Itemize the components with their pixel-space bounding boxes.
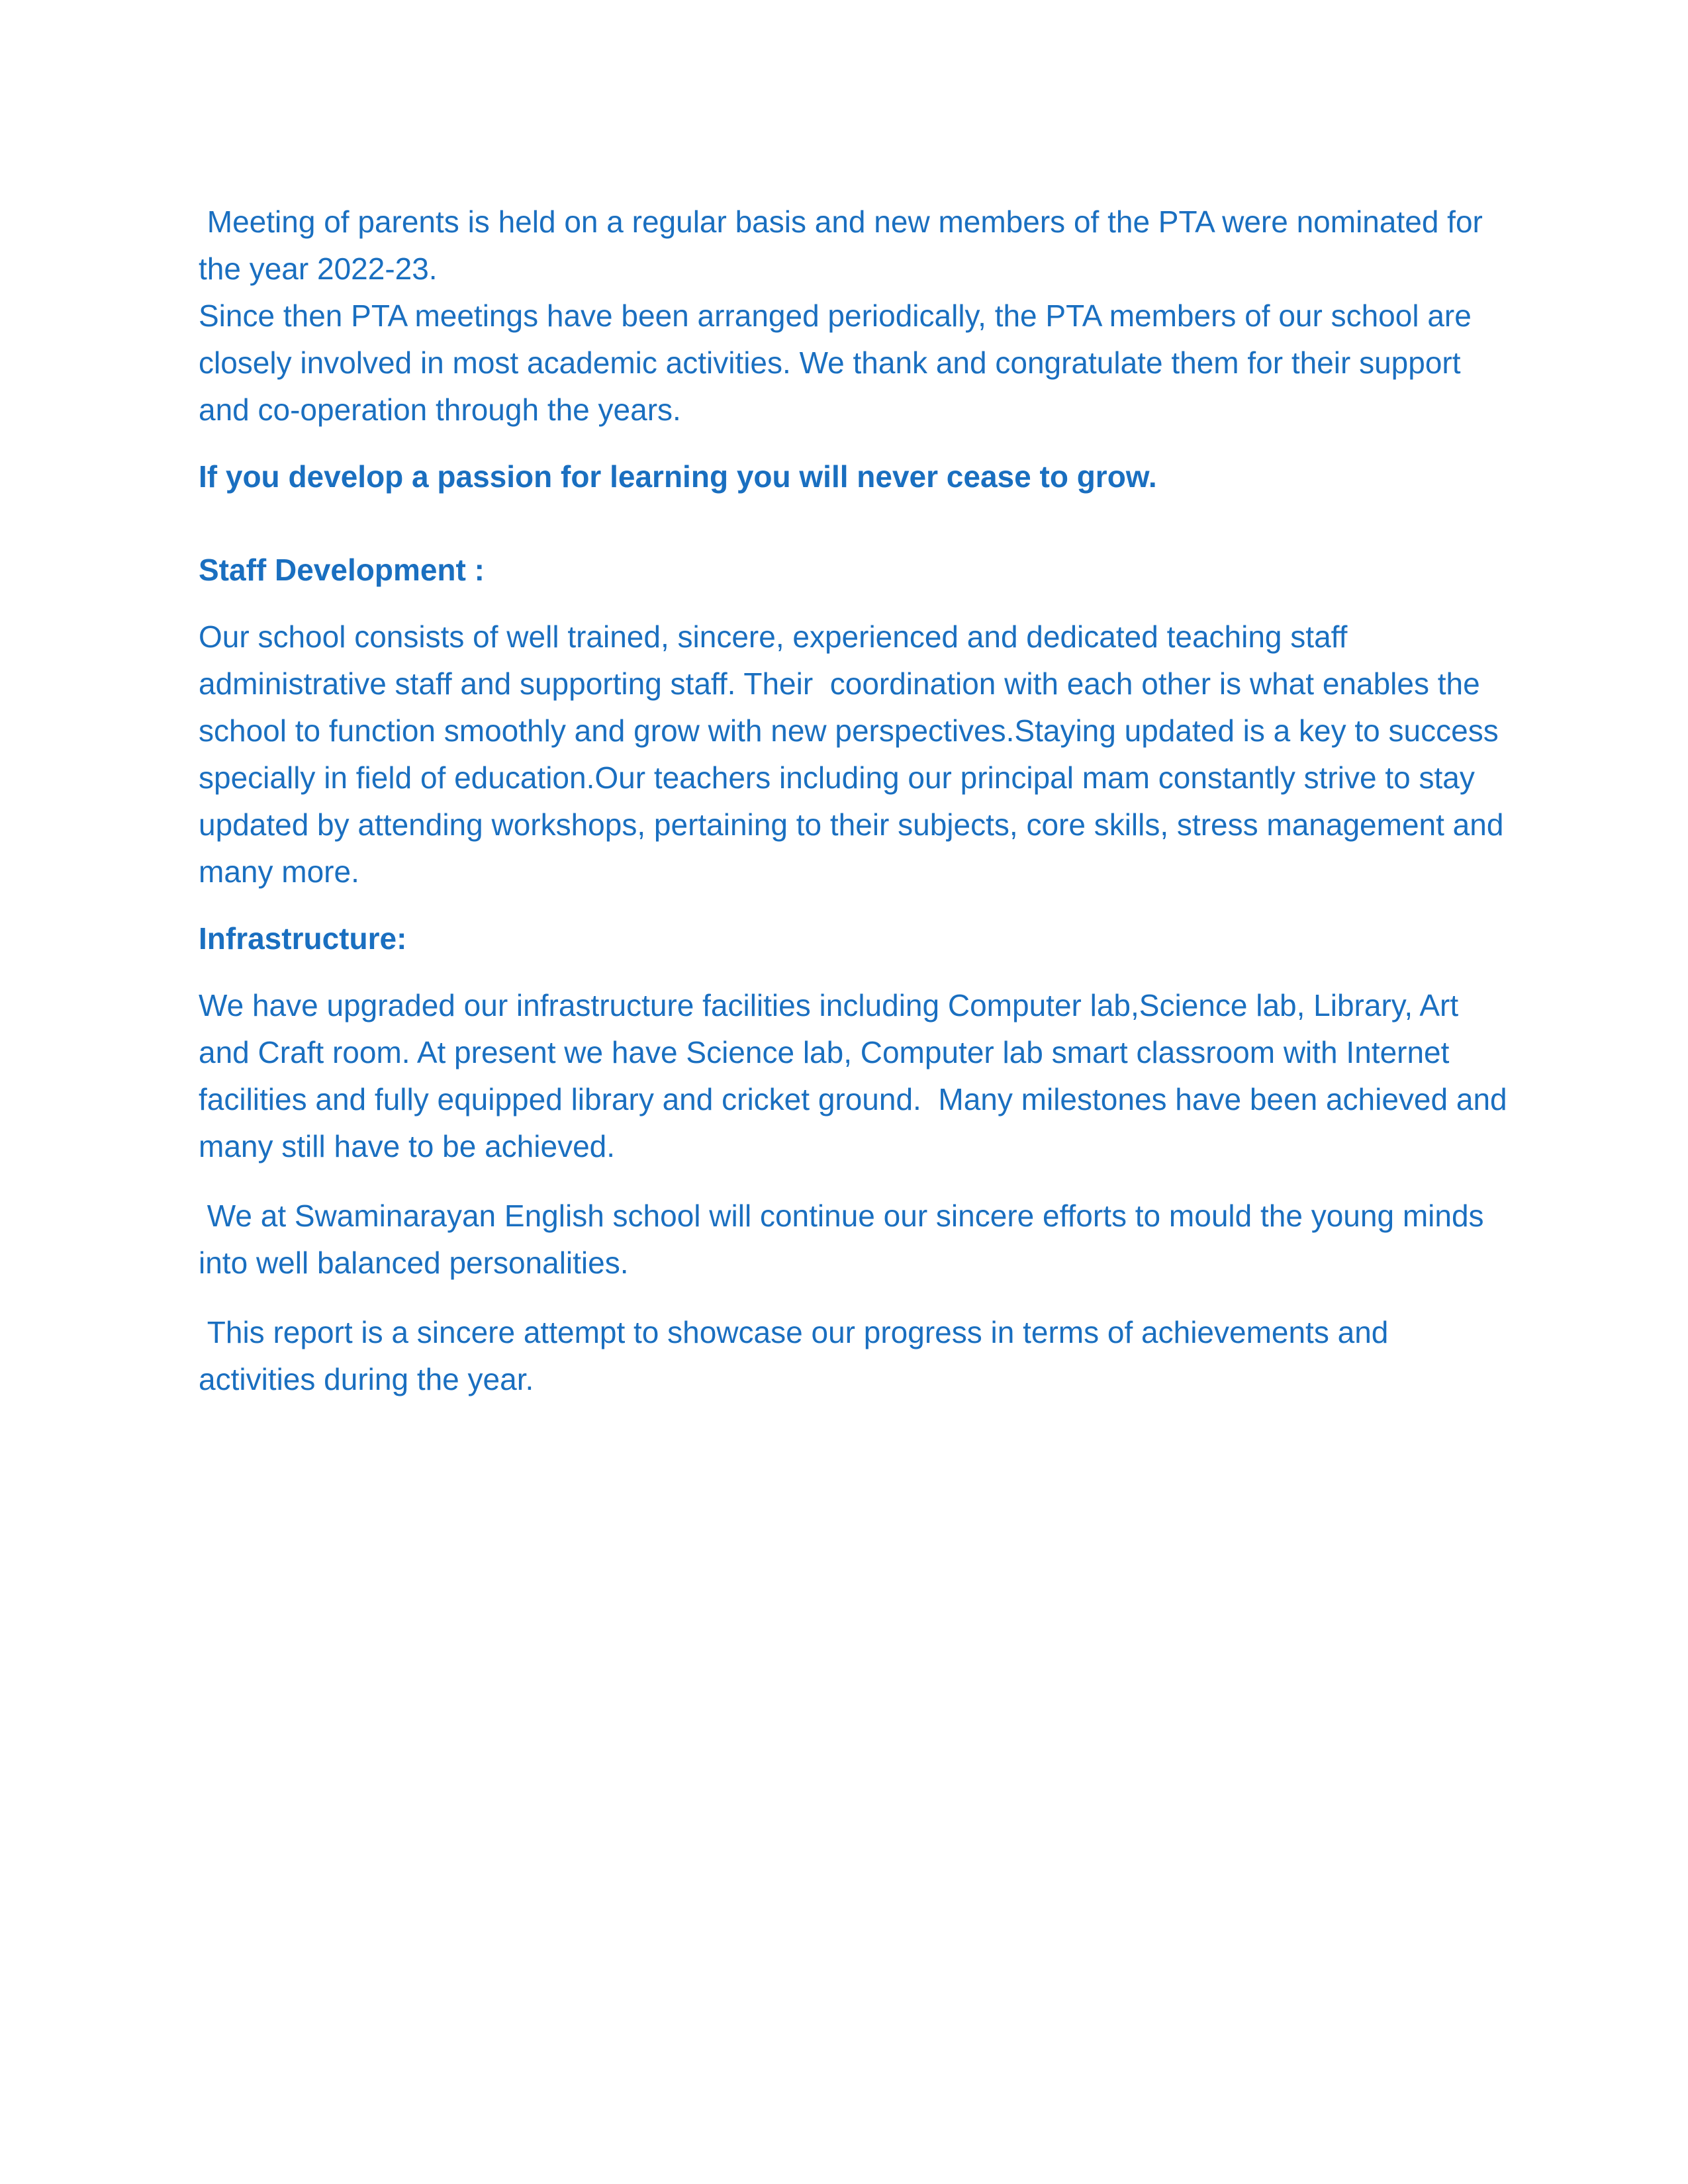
closing-paragraph-2: This report is a sincere attempt to showcase our progress in terms of achievements and activities during the year. — [199, 1315, 1397, 1396]
quote-line: If you develop a passion for learning you will never cease to grow. — [199, 459, 1157, 494]
document-page — [199, 199, 1516, 1403]
staff-development-paragraph: Our school consists of well trained, sincere, experienced and dedicated teaching staff administrative staff and supporting staff. Their coordination with each other is what enables the school to function smoothly and grow with new perspectives.Staying updated is a key to success specially in field of education.Our teachers including our principal mam constantly strive to stay updated by attending workshops, pertaining to their subjects, core skills, stress management and many more. — [199, 619, 1513, 889]
infrastructure-heading: Infrastructure: — [199, 921, 407, 956]
pta-paragraph-1: Meeting of parents is held on a regular basis and new members of the PTA were nominated for the year 2022-23. — [199, 205, 1491, 286]
staff-development-heading: Staff Development : — [199, 553, 485, 587]
closing-paragraph-1: We at Swaminarayan English school will continue our sincere efforts to mould the young minds into well balanced personalities. — [199, 1199, 1493, 1280]
infrastructure-paragraph: We have upgraded our infrastructure facilities including Computer lab,Science lab, Library, Art and Craft room. At present we have Science lab, Computer lab smart classroom with Internet facilities and fully equipped library and cricket ground. Many milestones have been achieved and many still have to be achieved. — [199, 988, 1516, 1163]
pta-paragraph-2: Since then PTA meetings have been arranged periodically, the PTA members of our school are closely involved in most academic activities. We thank and congratulate them for their support and co-operation through the years. — [199, 298, 1480, 427]
